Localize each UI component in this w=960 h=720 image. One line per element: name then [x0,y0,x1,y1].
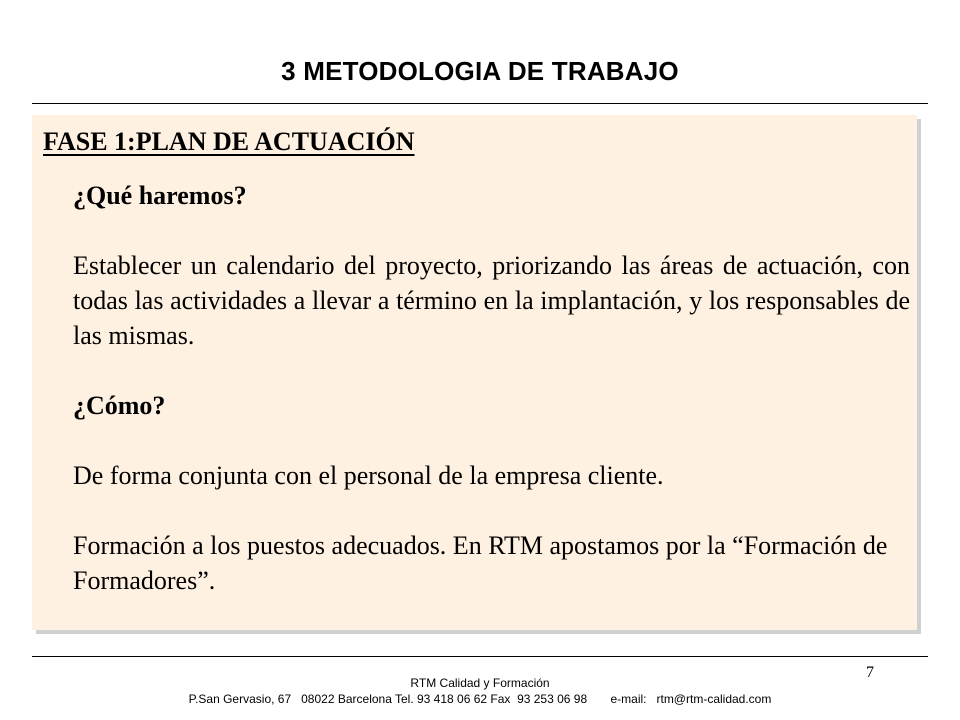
answer-how-1: De forma conjunta con el personal de la empresa cliente. [73,461,664,490]
page-number: 7 [866,664,874,681]
spacer [73,213,910,248]
question-how: ¿Cómo? [73,391,166,420]
answer-what: Establecer un calendario del proyecto, priorizando las áreas de actuación, con todas las actividades a llevar a término en la implantación, y los responsables de las mismas. [73,251,910,350]
spacer [73,423,910,458]
footer-divider [32,656,928,657]
footer-company: RTM Calidad y Formación [410,676,550,690]
content-body [73,178,910,598]
question-what: ¿Qué haremos? [73,181,247,210]
spacer [73,493,910,528]
slide-title: 3 METODOLOGIA DE TRABAJO [281,56,679,86]
title-divider [32,103,928,104]
answer-how-2: Formación a los puestos adecuados. En RTM apostamos por la “Formación de Formadores”. [73,531,888,595]
footer-address: P.San Gervasio, 67 08022 Barcelona Tel. 93 418 06 62 Fax 93 253 06 98 e-mail: rtm@rtm-calidad.com [188,692,772,706]
spacer [73,353,910,388]
phase-heading: FASE 1:PLAN DE ACTUACIÓN [43,127,415,156]
